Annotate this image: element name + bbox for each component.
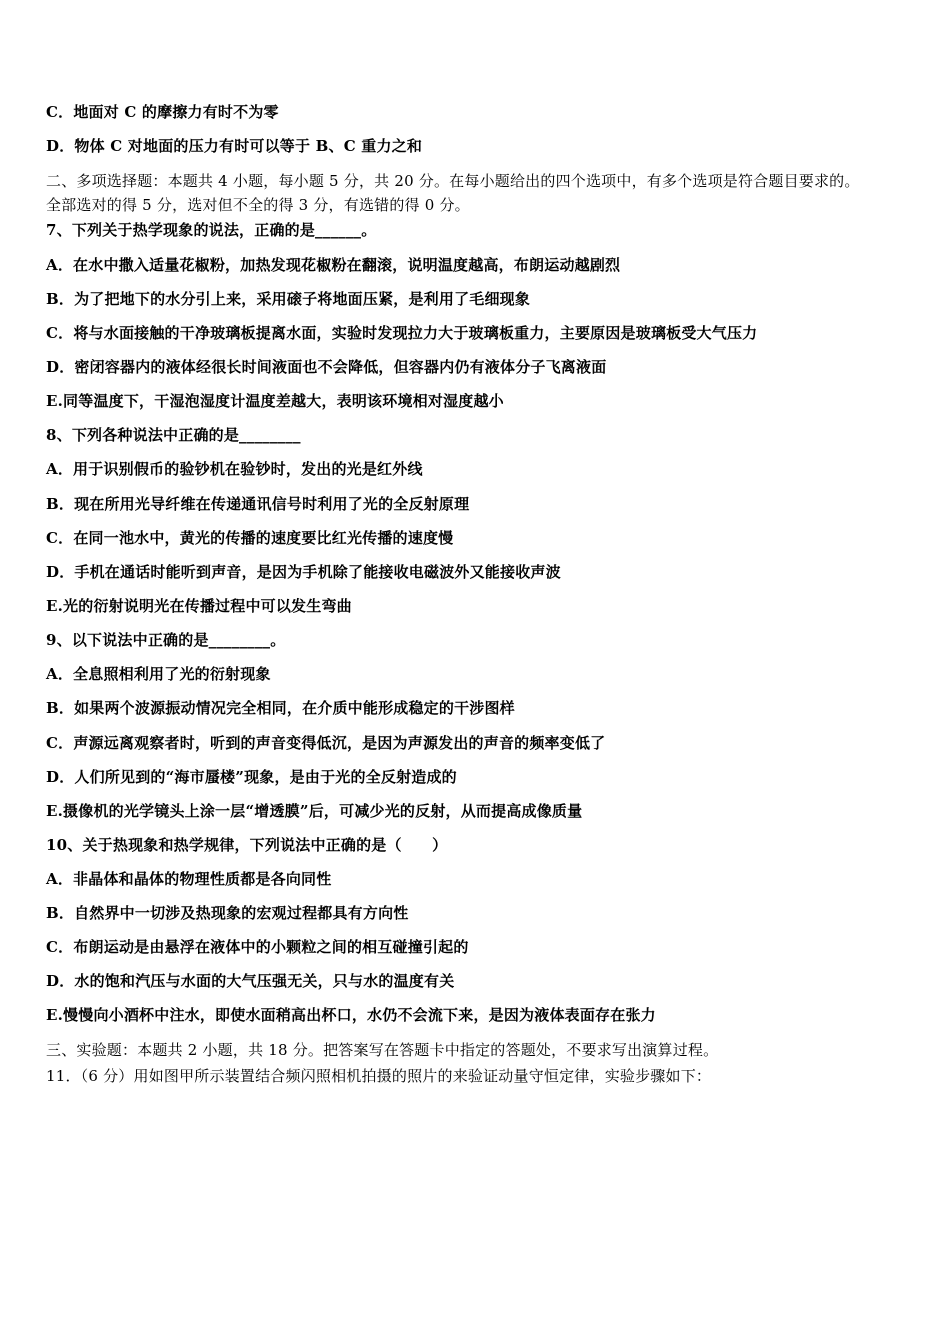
question-10: 10、关于热现象和热学规律，下列说法中正确的是（ ） <box>46 836 448 854</box>
q9-option-e: E.摄像机的光学镜头上涂一层“增透膜”后，可减少光的反射，从而提高成像质量 <box>46 802 583 820</box>
q9-option-a: A．全息照相利用了光的衍射现象 <box>46 665 271 683</box>
q8-option-b: B．现在所用光导纤维在传递通讯信号时利用了光的全反射原理 <box>46 495 470 513</box>
question-11: 11．（6 分）用如图甲所示装置结合频闪照相机拍摄的照片的来验证动量守恒定律，实验步骤如下： <box>46 1067 712 1085</box>
question-8: 8、下列各种说法中正确的是________ <box>46 426 301 444</box>
section-2-heading-cont: 全部选对的得 5 分，选对但不全的得 3 分，有选错的得 0 分。 <box>46 196 470 214</box>
q8-option-e: E.光的衍射说明光在传播过程中可以发生弯曲 <box>46 597 352 615</box>
q9-option-d: D．人们所见到的“海市蜃楼”现象，是由于光的全反射造成的 <box>46 768 457 786</box>
question-7: 7、下列关于热学现象的说法，正确的是______。 <box>46 221 377 239</box>
q9-option-b: B．如果两个波源振动情况完全相同，在介质中能形成稳定的干涉图样 <box>46 699 515 717</box>
question-9: 9、以下说法中正确的是________。 <box>46 631 286 649</box>
q7-option-d: D．密闭容器内的液体经很长时间液面也不会降低，但容器内仍有液体分子飞离液面 <box>46 358 607 376</box>
option-d-prev: D．物体 C 对地面的压力有时可以等于 B、C 重力之和 <box>46 137 423 155</box>
q8-option-d: D．手机在通话时能听到声音，是因为手机除了能接收电磁波外又能接收声波 <box>46 563 561 581</box>
q7-option-b: B．为了把地下的水分引上来，采用磙子将地面压紧，是利用了毛细现象 <box>46 290 531 308</box>
q9-option-c: C．声源远离观察者时，听到的声音变得低沉，是因为声源发出的声音的频率变低了 <box>46 734 606 752</box>
q7-option-a: A．在水中撒入适量花椒粉，加热发现花椒粉在翻滚，说明温度越高，布朗运动越剧烈 <box>46 256 621 274</box>
q10-option-e: E.慢慢向小酒杯中注水，即使水面稍高出杯口，水仍不会流下来，是因为液体表面存在张力 <box>46 1006 656 1024</box>
q10-option-d: D．水的饱和汽压与水面的大气压强无关，只与水的温度有关 <box>46 972 455 990</box>
option-c-prev: C．地面对 C 的摩擦力有时不为零 <box>46 103 279 121</box>
section-2-heading: 二、多项选择题：本题共 4 小题，每小题 5 分，共 20 分。在每小题给出的四个选项中，有多个选项是符合题目要求的。 <box>46 172 860 190</box>
q8-option-a: A．用于识别假币的验钞机在验钞时，发出的光是红外线 <box>46 460 423 478</box>
q10-option-b: B．自然界中一切涉及热现象的宏观过程都具有方向性 <box>46 904 409 922</box>
q8-option-c: C．在同一池水中，黄光的传播的速度要比红光传播的速度慢 <box>46 529 454 547</box>
q10-option-c: C．布朗运动是由悬浮在液体中的小颗粒之间的相互碰撞引起的 <box>46 938 469 956</box>
q7-option-e: E.同等温度下，干湿泡湿度计温度差越大，表明该环境相对湿度越小 <box>46 392 504 410</box>
q10-option-a: A．非晶体和晶体的物理性质都是各向同性 <box>46 870 332 888</box>
section-3-heading: 三、实验题：本题共 2 小题，共 18 分。把答案写在答题卡中指定的答题处，不要求写出演算过程。 <box>46 1041 719 1059</box>
q7-option-c: C．将与水面接触的干净玻璃板提离水面，实验时发现拉力大于玻璃板重力，主要原因是玻璃板受大气压力 <box>46 324 758 342</box>
